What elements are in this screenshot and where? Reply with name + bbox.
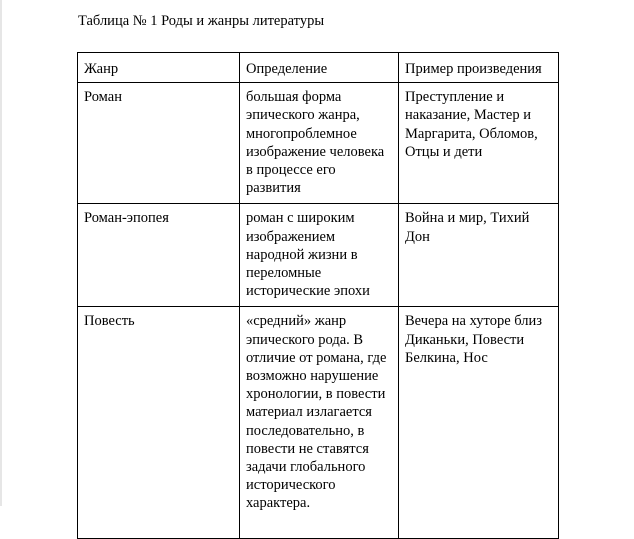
table-row xyxy=(78,307,559,539)
table-caption: Таблица № 1 Роды и жанры литературы xyxy=(78,13,325,29)
cell-examples: Вечера на хуторе близ Диканьки, Повести Белкина, Нос xyxy=(399,307,559,539)
cell-genre: Роман-эпопея xyxy=(78,204,240,307)
header-examples: Пример произведения xyxy=(399,53,559,83)
page-edge xyxy=(0,0,2,506)
cell-genre: Роман xyxy=(78,83,240,204)
table-row xyxy=(78,204,559,307)
cell-definition: большая форма эпического жанра, многопроблемное изображение человека в процессе его развития xyxy=(240,83,399,204)
cell-examples: Война и мир, Тихий Дон xyxy=(399,204,559,307)
cell-definition: «средний» жанр эпического рода. В отличие от романа, где возможно нарушение хронологии, в повести материал излагается последовательно, в повести не ставятся задачи глобального исторического характера. xyxy=(240,307,399,539)
header-definition: Определение xyxy=(240,53,399,83)
cell-genre: Повесть xyxy=(78,307,240,539)
cell-examples: Преступление и наказание, Мастер и Маргарита, Обломов, Отцы и дети xyxy=(399,83,559,204)
cell-definition: роман с широким изображением народной жизни в переломные исторические эпохи xyxy=(240,204,399,307)
table-header-row xyxy=(78,53,559,83)
header-genre: Жанр xyxy=(78,53,240,83)
table-row xyxy=(78,83,559,204)
genres-table xyxy=(77,52,559,539)
